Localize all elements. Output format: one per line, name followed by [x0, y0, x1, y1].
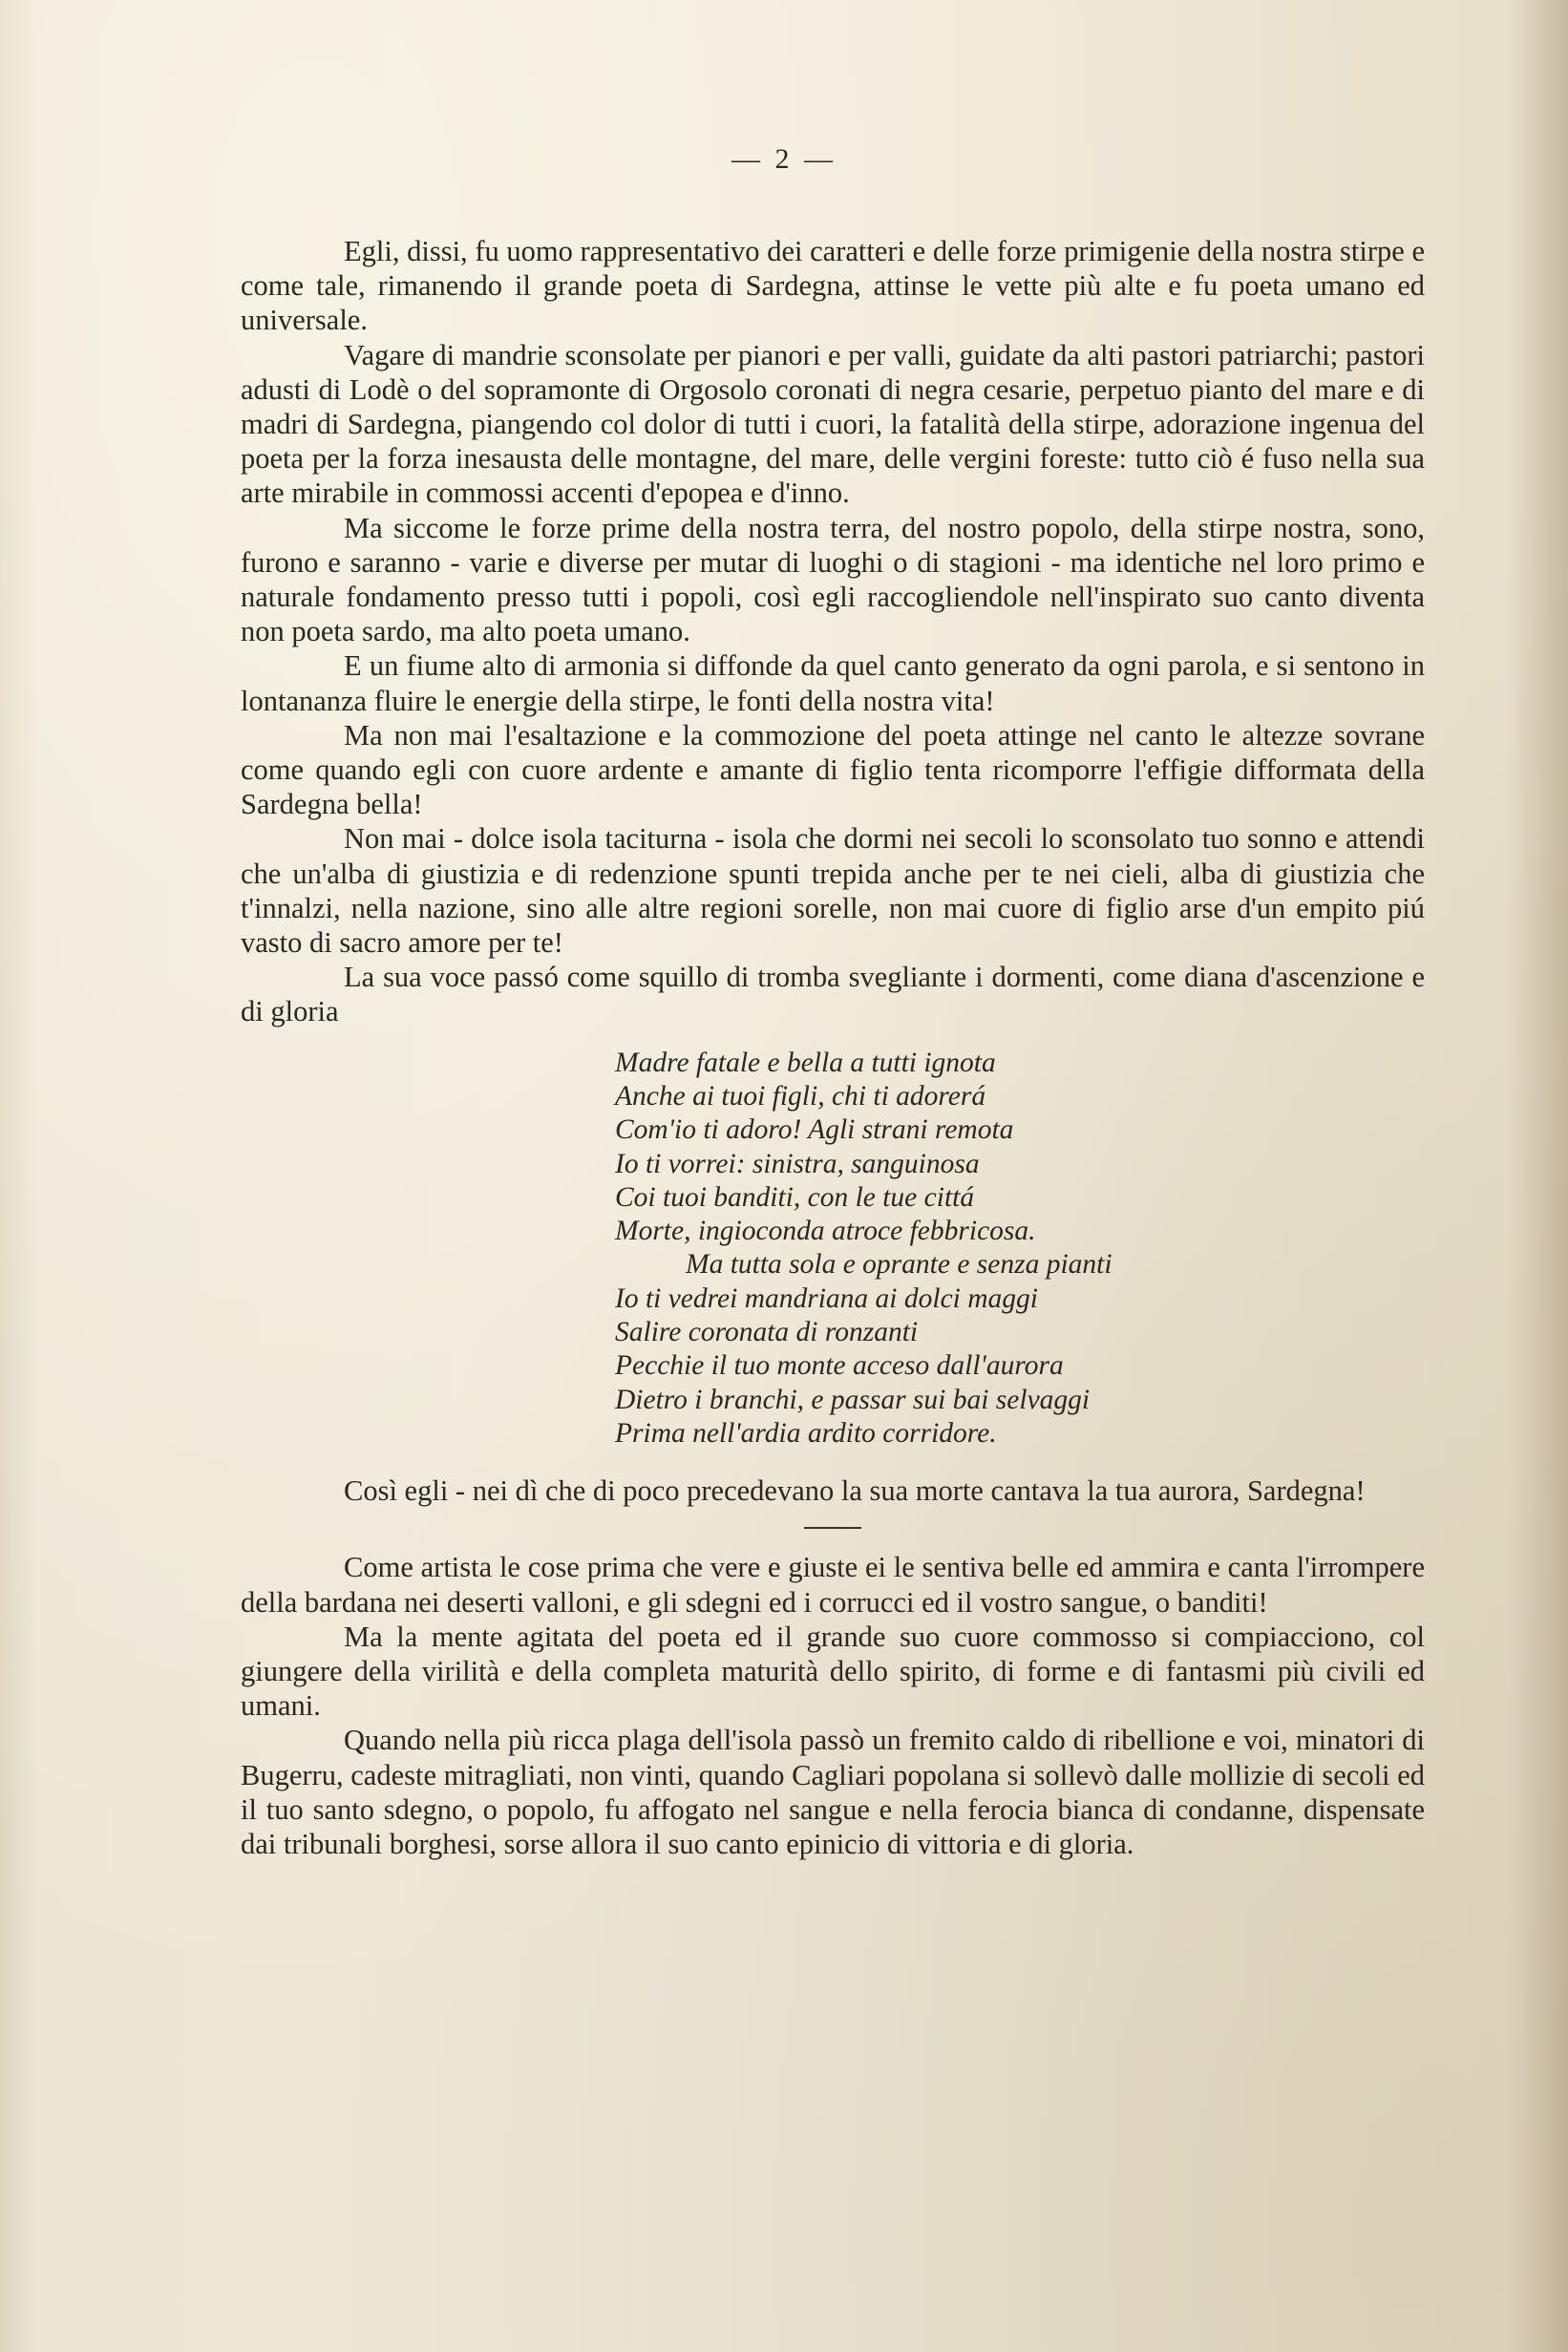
page-number: — 2 —	[731, 143, 837, 175]
paragraph: Ma la mente agitata del poeta ed il grande suo cuore commosso si compiacciono, col giungere della virilità e della completa maturità dello spirito, di forme e di fantasmi più civili ed umani.	[241, 1620, 1425, 1723]
paragraph: La sua voce passó come squillo di tromba svegliante i dormenti, come diana d'ascenzione e di gloria	[241, 961, 1425, 1028]
poem-line: Morte, ingioconda atroce febbricosa.	[615, 1216, 1036, 1247]
poem-line: Dietro i branchi, e passar sui bai selvaggi	[615, 1384, 1091, 1415]
paragraph: Egli, dissi, fu uomo rappresentativo dei caratteri e delle forze primigenie della nostra stirpe e come tale, rimanendo il grande poeta di Sardegna, attinse le vette più alte e fu poeta umano ed universale.	[241, 235, 1425, 337]
paragraph: Così egli - nei dì che di poco precedevano la sua morte cantava la tua aurora, Sardegna!	[344, 1474, 1366, 1508]
poem-line: Ma tutta sola e oprante e senza pianti	[686, 1249, 1112, 1281]
paragraph: Ma siccome le forze prime della nostra terra, del nostro popolo, della stirpe nostra, sono, furono e saranno - varie e diverse per mutar di luoghi o di stagioni - ma identiche nel loro primo e naturale fondamento presso tutti i popoli, così egli raccogliendole nell'inspirato suo canto diventa non poeta sardo, ma alto poeta umano.	[241, 511, 1425, 648]
poem-line: Io ti vorrei: sinistra, sanguinosa	[615, 1148, 980, 1179]
section-divider	[804, 1527, 861, 1529]
body-text	[241, 234, 1425, 1861]
poem-line: Salire coronata di ronzanti	[615, 1317, 919, 1348]
paragraph: Come artista le cose prima che vere e giuste ei le sentiva belle ed ammira e canta l'irrompere della bardana nei deserti valloni, e gli sdegni ed i corrucci ed il vostro sangue, o banditi!	[241, 1551, 1425, 1619]
poem-line: Anche ai tuoi figli, chi ti adorerá	[615, 1080, 986, 1112]
page-edge-shadow	[1511, 0, 1568, 2352]
poem-line: Com'io ti adoro! Agli strani remota	[615, 1114, 1014, 1146]
paragraph: Non mai - dolce isola taciturna - isola che dormi nei secoli lo sconsolato tuo sonno e attendi che un'alba di giustizia e di redenzione spunti trepida anche per te nei cieli, alba di giustizia che t'innalzi, nella nazione, sino alle altre regioni sorelle, non mai cuore di figlio arse d'un empito piú vasto di sacro amore per te!	[241, 822, 1425, 960]
paragraph: Vagare di mandrie sconsolate per pianori e per valli, guidate da alti pastori patriarchi; pastori adusti di Lodè o del sopramonte di Orgosolo coronati di negra cesarie, perpetuo pianto del mare e di madri di Sardegna, piangendo col dolor di tutti i cuori, la fatalità della stirpe, adorazione ingenua del poeta per la forza inesausta delle montagne, del mare, delle vergini foreste: tutto ciò é fuso nella sua arte mirabile in commossi accenti d'epopea e d'inno.	[241, 338, 1425, 510]
paragraph: Quando nella più ricca plaga dell'isola passò un fremito caldo di ribellione e voi, minatori di Bugerru, cadeste mitragliati, non vinti, quando Cagliari popolana si sollevò dalle mollizie di secoli ed il tuo santo sdegno, o popolo, fu affogato nel sangue e nella ferocia bianca di condanne, dispensate dai tribunali borghesi, sorse allora il suo canto epinicio di vittoria e di gloria.	[241, 1724, 1425, 1861]
poem-line: Coi tuoi banditi, con le tue cittá	[615, 1181, 975, 1213]
poem-line: Prima nell'ardia ardito corridore.	[615, 1417, 997, 1449]
paragraph: E un fiume alto di armonia si diffonde da quel canto generato da ogni parola, e si sentono in lontananza fluire le energie della stirpe, le fonti della nostra vita!	[241, 649, 1425, 717]
poem-quote	[615, 1047, 1425, 1451]
poem-line: Pecchie il tuo monte acceso dall'aurora	[615, 1350, 1064, 1382]
paragraph: Ma non mai l'esaltazione e la commozione del poeta attinge nel canto le altezze sovrane come quando egli con cuore ardente e amante di figlio tenta ricomporre l'effigie difformata della Sardegna bella!	[241, 718, 1425, 821]
poem-line: Io ti vedrei mandriana ai dolci maggi	[615, 1282, 1038, 1314]
poem-line: Madre fatale e bella a tutti ignota	[615, 1047, 996, 1078]
